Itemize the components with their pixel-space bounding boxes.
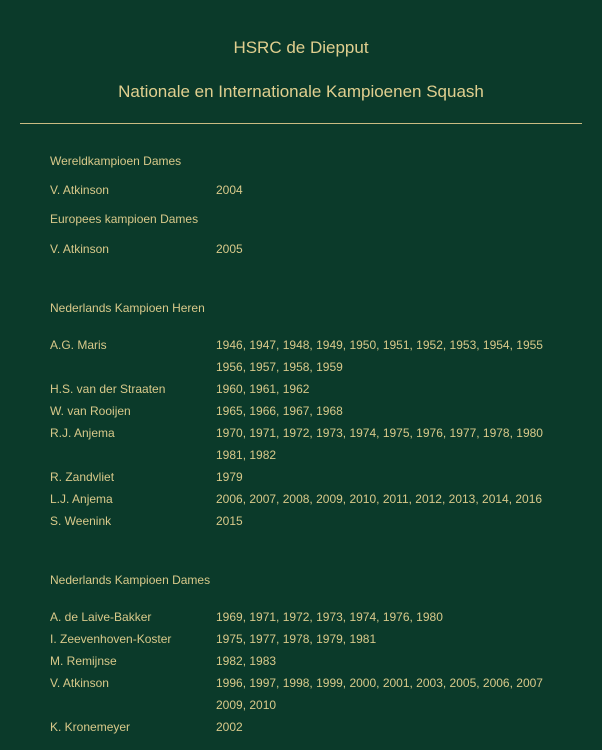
page-title: HSRC de Diepput [233,38,369,57]
champion-years: 1979 [216,470,243,484]
champion-name: V. Atkinson [50,676,109,690]
champion-years: 2006, 2007, 2008, 2009, 2010, 2011, 2012, 2013, 2014, 2016 [216,492,543,506]
champion-years: 1982, 1983 [216,654,277,668]
header-divider [20,123,582,124]
champion-years: 1960, 1961, 1962 [216,382,310,396]
champion-years: 1946, 1947, 1948, 1949, 1950, 1951, 1952, 1953, 1954, 1955 [216,338,543,352]
champion-name: L.J. Anjema [50,492,113,506]
section-heading-europees-kampioen-dames: Europees kampioen Dames [50,212,199,226]
champion-years: 1956, 1957, 1958, 1959 [216,360,343,374]
champion-name: H.S. van der Straaten [50,382,166,396]
champion-name: M. Remijnse [50,654,117,668]
champion-name: R.J. Anjema [50,426,115,440]
champion-name: A. de Laive-Bakker [50,610,152,624]
champion-years: 1965, 1966, 1967, 1968 [216,404,343,418]
champion-years: 2009, 2010 [216,698,277,712]
champion-name: A.G. Maris [50,338,107,352]
champion-years: 2004 [216,183,243,197]
champion-name: K. Kronemeyer [50,720,131,734]
champion-name: V. Atkinson [50,242,109,256]
champion-name: S. Weenink [50,514,112,528]
section-heading-nederlands-kampioen-dames: Nederlands Kampioen Dames [50,573,211,587]
section-heading-nederlands-kampioen-heren: Nederlands Kampioen Heren [50,301,205,315]
section-heading-wereldkampioen-dames: Wereldkampioen Dames [50,154,182,168]
champion-name: R. Zandvliet [50,470,115,484]
champion-years: 1969, 1971, 1972, 1973, 1974, 1976, 1980 [216,610,443,624]
page-subtitle: Nationale en Internationale Kampioenen Squash [118,82,484,101]
champion-name: V. Atkinson [50,183,109,197]
champion-years: 2005 [216,242,243,256]
champion-years: 1996, 1997, 1998, 1999, 2000, 2001, 2003, 2005, 2006, 2007 [216,676,543,690]
champion-years: 2015 [216,514,243,528]
champion-years: 2002 [216,720,243,734]
champion-years: 1981, 1982 [216,448,277,462]
champion-name: I. Zeevenhoven-Koster [50,632,172,646]
champion-years: 1970, 1971, 1972, 1973, 1974, 1975, 1976, 1977, 1978, 1980 [216,426,543,440]
champion-years: 1975, 1977, 1978, 1979, 1981 [216,632,377,646]
champion-name: W. van Rooijen [50,404,131,418]
